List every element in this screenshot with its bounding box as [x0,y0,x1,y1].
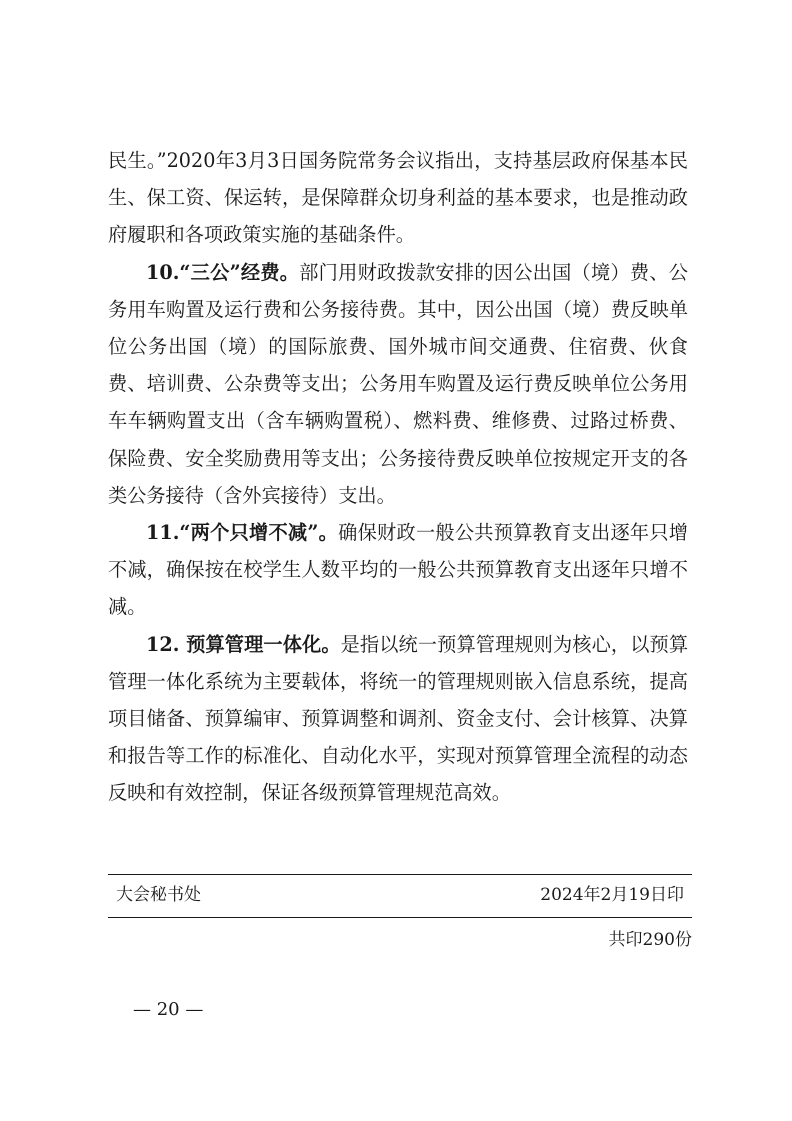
issuer-label: 大会秘书处 [116,885,201,905]
paragraph-continuation [108,142,688,254]
print-date: 2024年2月19日印 [540,885,684,905]
paragraph-sangong-funds [108,254,688,514]
imprint-bar [108,874,692,918]
document-body [108,142,688,812]
paragraph-text: 部门用财政拨款安排的因公出国（境）费、公务用车购置及运行费和公务接待费。其中，因公出国（境）费反映单位公务出国（境）的国际旅费、国外城市间交通费、住宿费、伙食费、培训费、公杂费等支出；公务用车购置及运行费反映单位公务用车车辆购置支出（含车辆购置税）、燃料费、维修费、过路过桥费、保险费、安全奖励费用等支出；公务接待费反映单位按规定开支的各类公务接待（含外宾接待）支出。 [108,260,688,507]
page-number: — 20 — [133,999,204,1020]
term-heading: 10.“三公”经费。 [146,260,300,284]
paragraph-budget-integration [108,626,688,812]
paragraph-two-no-decrease [108,514,688,626]
paragraph-text: 民生。”2020年3月3日国务院常务会议指出，支持基层政府保基本民生、保工资、保运转，是保障群众切身利益的基本要求，也是推动政府履职和各项政策实施的基础条件。 [108,149,688,247]
copies-count: 共印290份 [608,930,692,950]
term-heading: 11.“两个只增不减”。 [146,521,339,545]
term-heading: 12. 预算管理一体化。 [146,632,341,656]
paragraph-text: 确保财政一般公共预算教育支出逐年只增不减，确保按在校学生人数平均的一般公共预算教育支出逐年只增不减。 [108,521,688,619]
paragraph-text: 是指以统一预算管理规则为核心，以预算管理一体化系统为主要载体，将统一的管理规则嵌入信息系统，提高项目储备、预算编审、预算调整和调剂、资金支付、会计核算、决算和报告等工作的标准化、自动化水平，实现对预算管理全流程的动态反映和有效控制，保证各级预算管理规范高效。 [108,632,689,805]
